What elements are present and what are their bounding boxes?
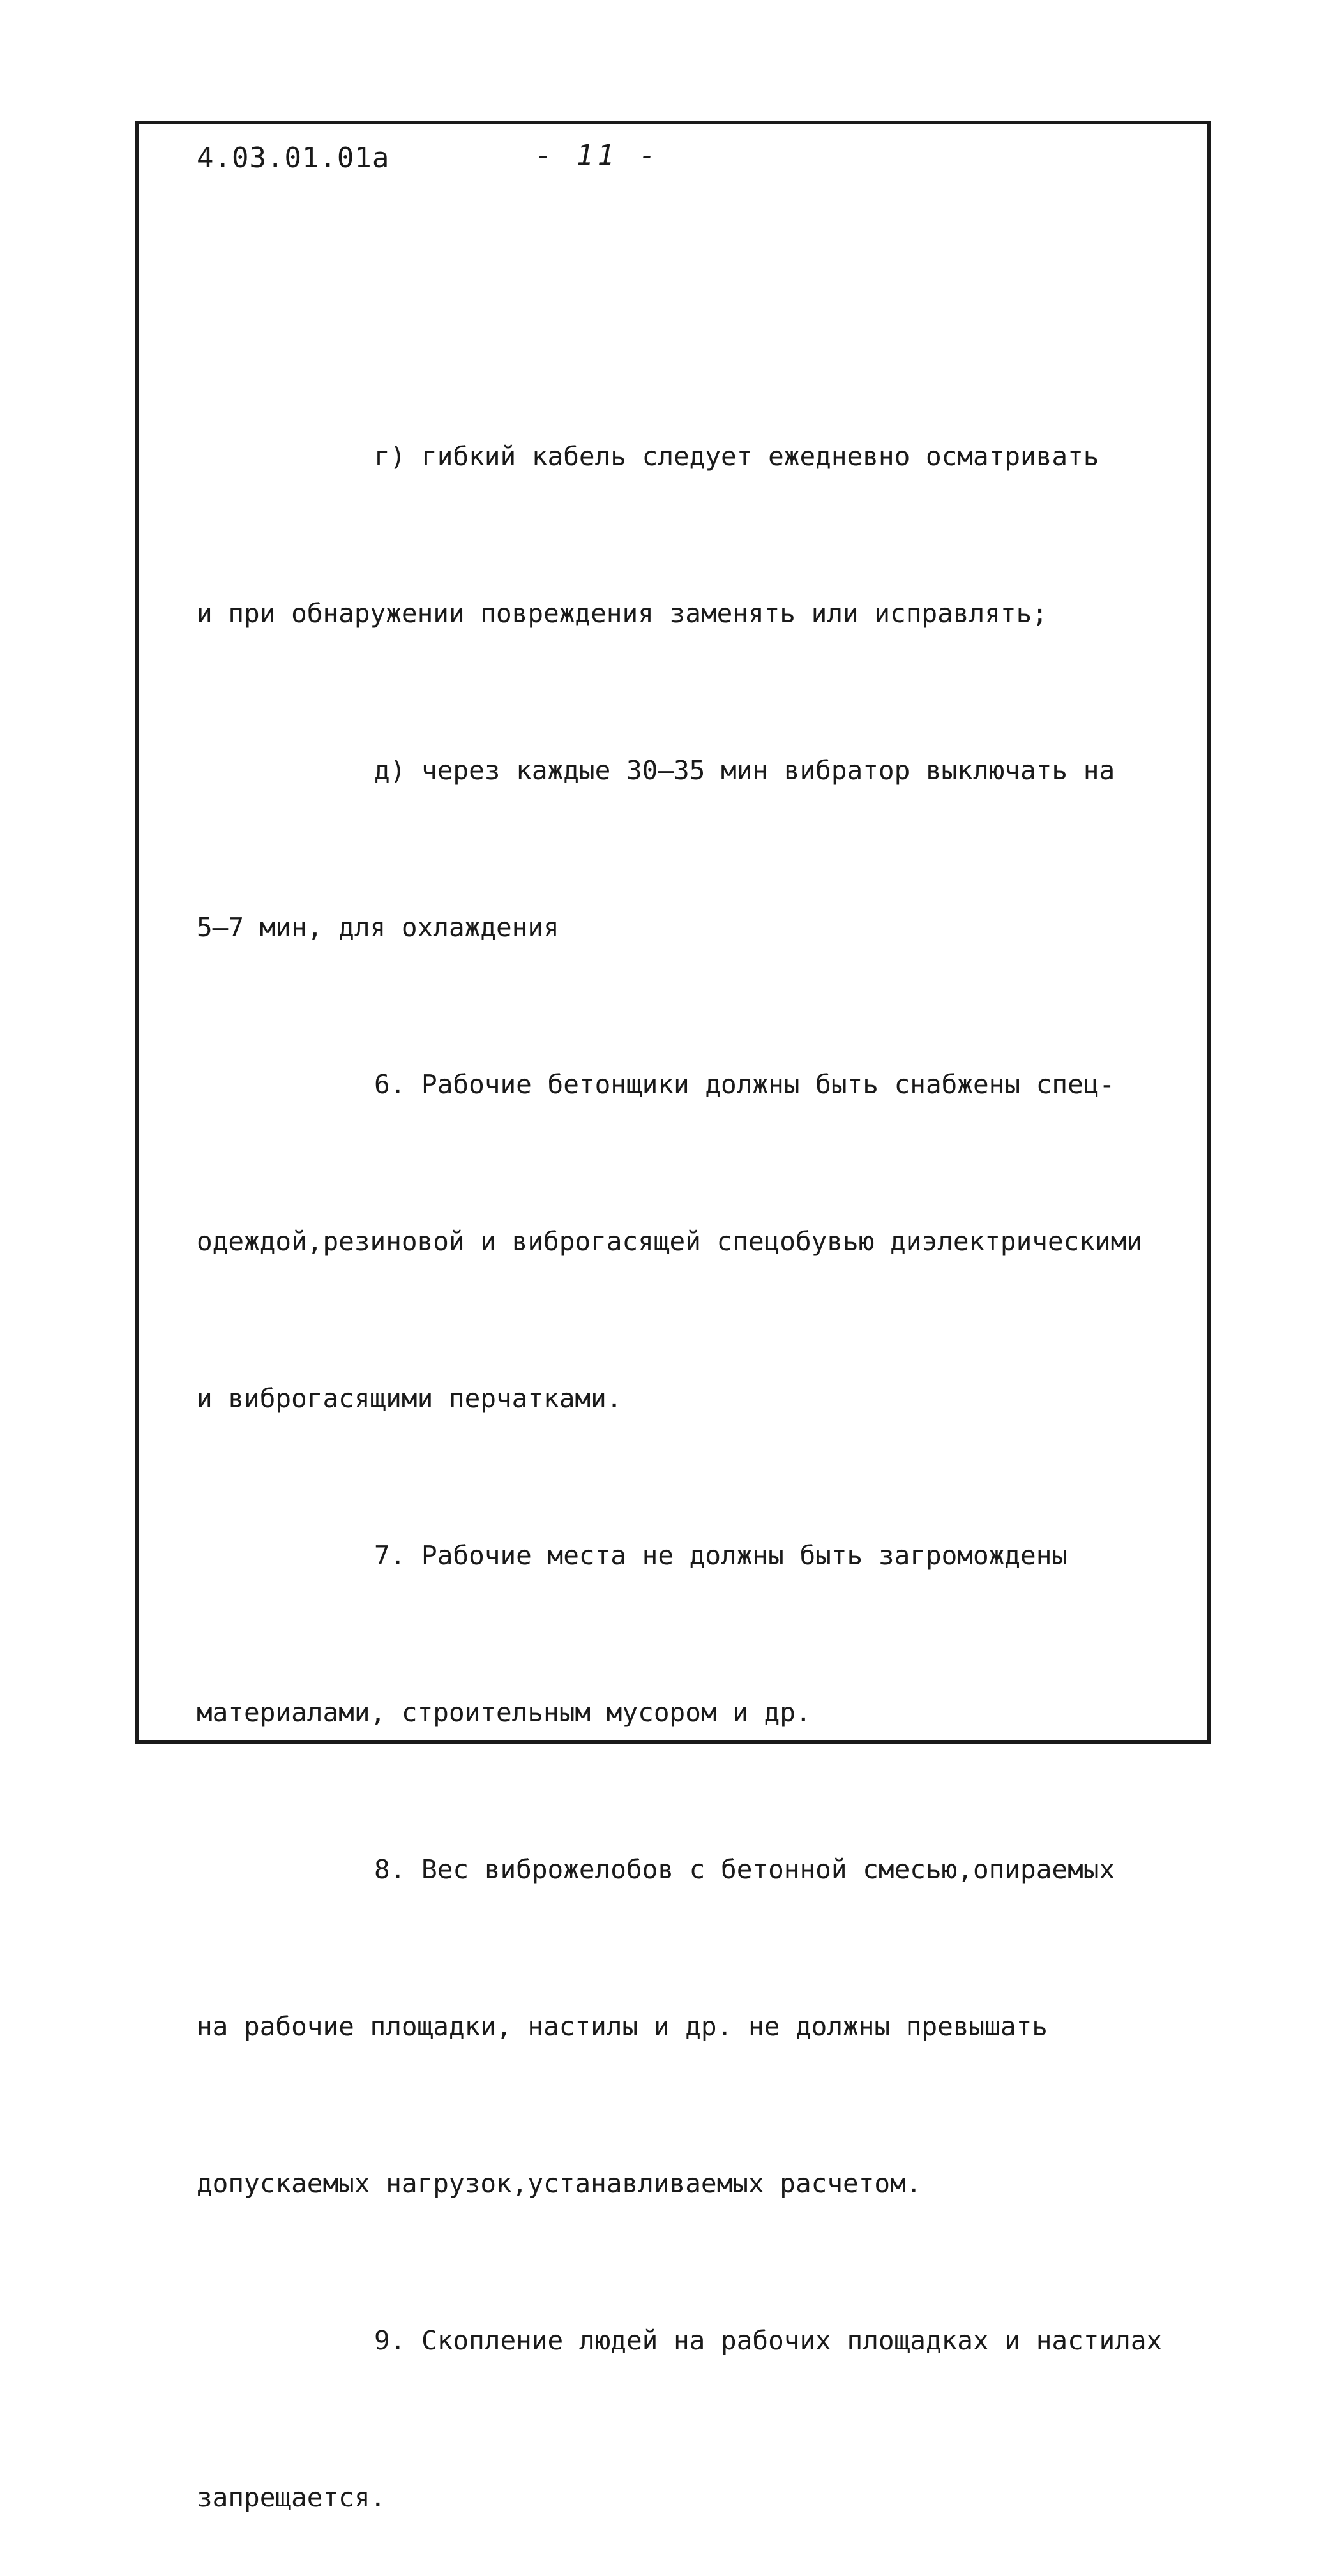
text-line: 5–7 мин, для охлаждения [197, 912, 559, 943]
text-line: 9. Скопление людей на рабочих площадках и настилах [374, 2325, 1163, 2356]
text-line: г) гибкий кабель следует ежедневно осматривать [374, 441, 1099, 472]
document-code: 4.03.01.01а [197, 142, 390, 174]
text-line: 7. Рабочие места не должны быть загромождены [374, 1540, 1068, 1571]
text-line: и при обнаружении повреждения заменять или исправлять; [197, 598, 1048, 629]
document-body [197, 326, 1193, 2576]
text-line: материалами, строительным мусором и др. [197, 1697, 811, 1728]
text-line: одеждой,резиновой и виброгасящей спецобувью диэлектрическими [197, 1226, 1143, 1257]
page-number: - 11 - [535, 139, 660, 172]
text-line: запрещается. [197, 2482, 386, 2513]
text-line: 8. Вес виброжелобов с бетонной смесью,опираемых [374, 1854, 1115, 1885]
text-line: 6. Рабочие бетонщики должны быть снабжены спец- [374, 1069, 1115, 1100]
text-line: на рабочие площадки, настилы и др. не должны превышать [197, 2011, 1048, 2042]
text-line: и виброгасящими перчатками. [197, 1383, 622, 1414]
text-line: допускаемых нагрузок,устанавливаемых расчетом. [197, 2168, 922, 2199]
text-line: д) через каждые 30–35 мин вибратор выключать на [374, 755, 1115, 786]
